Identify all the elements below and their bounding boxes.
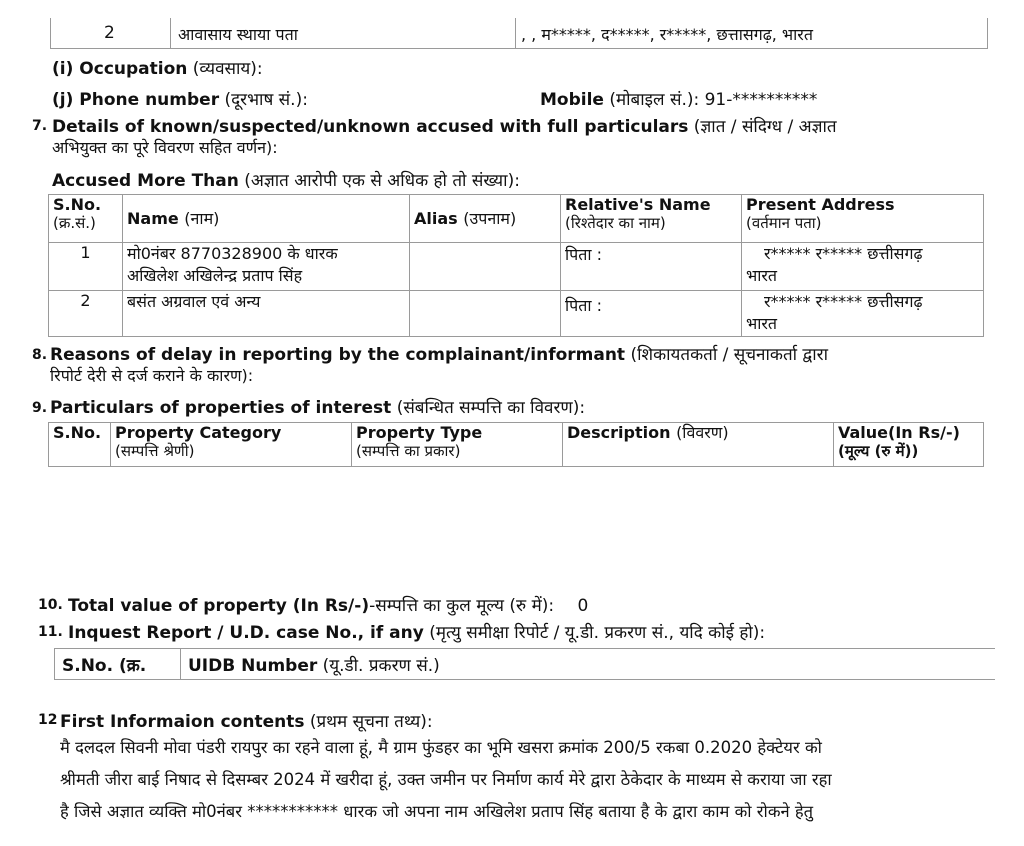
top-row-divider-2 [515,18,516,48]
section7-hindi-2: अभियुक्त का पूरे विवरण सहित वर्णन): [52,138,278,157]
section8-hindi-1: (शिकायतकर्ता / सूचनाकर्ता द्वारा [630,345,828,365]
accused-1-sno: 1 [49,243,123,291]
pth-type-en: Property Type [356,423,483,442]
pth-sno [49,423,111,467]
accused-1-name-line1: मो0नंबर 8770328900 के धारक [127,244,338,263]
th-sno-hi: (क्र.सं.) [53,214,96,232]
section7-num: 7. [32,118,48,134]
section8-num: 8. [32,347,48,363]
th-sno [49,195,123,243]
section8-heading [50,342,828,365]
section9-hindi: (संबन्धित सम्पत्ति का विवरण): [396,398,586,418]
accused-2-sno: 2 [49,291,123,337]
section9-num: 9. [32,400,48,416]
top-row-num: 2 [104,23,115,43]
section12-hindi: (प्रथम सूचना तथ्य): [309,712,433,732]
section9-heading [50,395,585,418]
inquest-col-sno: S.No. (क्र. [62,656,147,676]
mobile-value: 91-********** [704,90,818,110]
phone-line [52,87,308,110]
fir-line: श्रीमती जीरा बाई निषाद से दिसम्बर 2024 में खरीदा हूं, उक्त जमीन पर निर्माण कार्य मेरे द्वारा ठेकेदार के माध्यम से कराया जा रहा [60,770,832,789]
section11-title: Inquest Report / U.D. case No., if any [68,623,424,643]
pth-type-hi: (सम्पत्ति का प्रकार) [356,442,461,460]
inquest-col-uidb [188,653,440,676]
accused-2-alias [410,291,561,337]
accused-more-label: Accused More Than [52,171,239,191]
phone-hindi: (दूरभाष सं.): [224,90,308,110]
accused-1-address-line2: भारत [746,266,778,285]
accused-2-relative: पिता : [561,291,742,337]
pth-description-en: Description [567,423,671,442]
inquest-col-uidb-hi: (यू.डी. प्रकरण सं.) [322,656,440,676]
th-name-en: Name [127,209,179,228]
phone-label: (j) Phone number [52,90,220,110]
occupation-hindi: (व्यवसाय): [192,59,263,79]
section7-heading [52,114,837,137]
section12-num: 12 [38,712,58,728]
section12-heading [60,709,433,732]
th-address-en: Present Address [746,195,895,214]
section8-hindi-2: रिपोर्ट देरी से दर्ज कराने के कारण): [50,366,254,385]
section10-value: 0 [577,596,589,616]
fir-contents [60,732,1000,828]
th-alias [410,195,561,243]
th-relative [561,195,742,243]
inquest-divider [180,648,181,679]
occupation-line [52,56,263,79]
property-header-row [49,423,984,467]
pth-value-hi: (मूल्य (रु में)) [838,442,919,460]
section10-title: Total value of property (In Rs/-) [68,596,370,616]
accused-header-row [49,195,984,243]
fir-line: मै दलदल सिवनी मोवा पंडरी रायपुर का रहने वाला हूं, मै ग्राम फुंडहर का भूमि खसरा क्रमांक 200/5 रकबा 0.2020 हेक्टेयर को [60,738,822,757]
section11-num: 11. [38,624,63,640]
section12-title: First Informaion contents [60,712,305,732]
th-address [742,195,984,243]
accused-1-name [123,243,410,291]
th-alias-hi: (उपनाम) [463,209,517,228]
th-name-hi: (नाम) [184,209,220,228]
accused-1-name-line2: अखिलेश अखिलेन्द्र प्रताप सिंह [127,266,303,285]
pth-description [563,423,834,467]
accused-row-1 [49,243,984,291]
accused-1-address [742,243,984,291]
pth-category [111,423,352,467]
mobile-line [540,87,817,110]
section10-hindi: -सम्पत्ति का कुल मूल्य (रु में): [369,596,555,616]
pth-description-hi: (विवरण) [676,423,729,442]
th-relative-en: Relative's Name [565,195,711,214]
section11-hindi: (मृत्यु समीक्षा रिपोर्ट / यू.डी. प्रकरण सं., यदि कोई हो): [429,623,766,643]
accused-2-name-line1: बसंत अग्रवाल एवं अन्य [127,292,261,311]
th-alias-en: Alias [414,209,458,228]
accused-2-address-line2: भारत [746,314,778,333]
accused-1-address-line1: र***** र***** छत्तीसगढ़ [764,244,923,263]
pth-category-en: Property Category [115,423,282,442]
accused-1-relative: पिता : [561,243,742,291]
occupation-label: (i) Occupation [52,59,188,79]
accused-row-2 [49,291,984,337]
fir-line: है जिसे अज्ञात व्यक्ति मो0नंबर *********** धारक जो अपना नाम अखिलेश प्रताप सिंह बताया है के द्वारा काम को रोकने हेतु [60,802,814,821]
mobile-hindi: (मोबाइल सं.): [609,90,700,110]
mobile-label: Mobile [540,90,604,110]
section7-hindi-1: (ज्ञात / संदिग्ध / अज्ञात [693,117,837,137]
accused-more-hindi: (अज्ञात आरोपी एक से अधिक हो तो संख्या): [244,171,520,191]
th-address-hi: (वर्तमान पता) [746,214,822,232]
accused-1-alias [410,243,561,291]
th-name [123,195,410,243]
section8-title: Reasons of delay in reporting by the complainant/informant [50,345,626,365]
section7-title: Details of known/suspected/unknown accused with full particulars [52,117,689,137]
pth-value [834,423,984,467]
accused-2-address-line1: र***** र***** छत्तीसगढ़ [764,292,923,311]
th-relative-hi: (रिश्तेदार का नाम) [565,214,666,232]
accused-table [48,194,984,337]
section10-heading [68,593,588,616]
section11-heading [68,620,765,643]
inquest-col-uidb-en: UIDB Number [188,656,318,676]
section9-title: Particulars of properties of interest [50,398,392,418]
property-table [48,422,984,467]
pth-category-hi: (सम्पत्ति श्रेणी) [115,442,195,460]
top-row-divider-1 [170,18,171,48]
pth-value-en: Value(In Rs/-) [838,423,960,442]
top-row-label: आवासाय स्थाया पता [178,25,298,44]
accused-2-address [742,291,984,337]
pth-sno-en: S.No. [53,423,102,442]
top-row-value: , , म*****, द*****, र*****, छत्तासगढ़, भारत [521,25,813,44]
accused-2-name [123,291,410,337]
pth-type [352,423,563,467]
th-sno-en: S.No. [53,195,102,214]
section10-num: 10. [38,597,63,613]
accused-more-line [52,168,520,191]
